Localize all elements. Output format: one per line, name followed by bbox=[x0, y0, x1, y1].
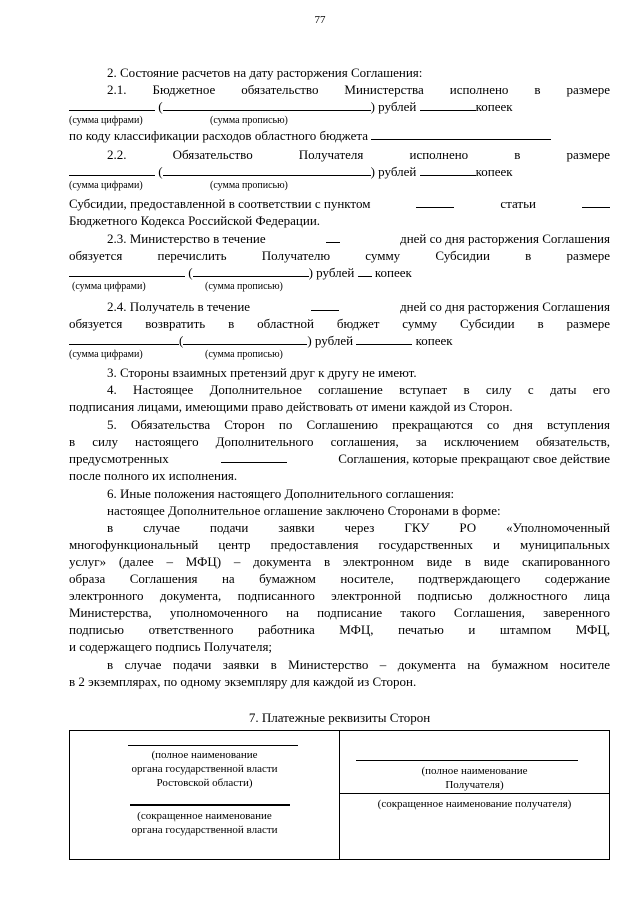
kopeks-blank bbox=[420, 98, 476, 111]
section-5-line1: 5. Обязательства Сторон по Соглашению прекращаются со дня вступления bbox=[107, 417, 610, 432]
section-6-line6: образа Соглашения на бумажном носителе, подтверждающего содержание bbox=[69, 571, 610, 586]
caption-sum-digits: (сумма цифрами) bbox=[72, 281, 146, 292]
section-6-line7: электронного документа, подписанного электронной подписью должностного лица bbox=[69, 588, 610, 603]
section-3: 3. Стороны взаимных претензий друг к другу не имеют. bbox=[107, 365, 417, 380]
grantor-full-caption-2: органа государственной власти bbox=[131, 763, 278, 775]
sum-digits-blank bbox=[69, 332, 179, 345]
section-4-line2: подписания лицами, имеющими право действовать от имени каждой из Сторон. bbox=[69, 399, 513, 414]
caption-sum-words: (сумма прописью) bbox=[210, 180, 288, 191]
kopeks-blank bbox=[420, 163, 476, 176]
kopeks-blank bbox=[356, 332, 412, 345]
recipient-cell bbox=[340, 731, 610, 860]
section-6-line11: в случае подачи заявки в Министерство – документа на бумажном носителе bbox=[107, 657, 610, 672]
p2-1-line1: 2.1. Бюджетное обязательство Министерства исполнено в размере bbox=[107, 82, 610, 97]
section-6-line1: 6. Иные положения настоящего Дополнительного соглашения: bbox=[107, 486, 455, 501]
sum-words-blank bbox=[183, 332, 307, 345]
p2-4-line1: 2.4. Получатель в течение дней со дня расторжения Соглашения bbox=[107, 299, 610, 314]
p2-4-line2: обязуется возвратить в областной бюджет сумму Субсидии в размере bbox=[69, 316, 610, 331]
grantor-short-caption-2: органа государственной власти bbox=[131, 824, 278, 836]
days-blank bbox=[311, 298, 339, 311]
p2-2-line3: Субсидии, предоставленной в соответствии с пунктом статьи bbox=[69, 195, 610, 212]
sum-words-blank bbox=[163, 98, 371, 111]
payment-details-table bbox=[69, 730, 610, 860]
section-6-line8: Министерства, уполномоченного на подписание такого Соглашения, заверенного bbox=[69, 605, 610, 620]
section-2-title: 2. Состояние расчетов на дату расторжения Соглашения: bbox=[107, 65, 423, 80]
section-6-line12: в 2 экземплярах, по одному экземпляру для каждой из Сторон. bbox=[69, 674, 417, 689]
grantor-short-caption-1: (сокращенное наименование bbox=[137, 810, 272, 822]
sum-words-blank bbox=[163, 163, 371, 176]
short-name-line bbox=[130, 804, 290, 806]
p2-1-line3: по коду классификации расходов областного бюджета bbox=[69, 127, 610, 144]
clause-blank bbox=[416, 195, 454, 208]
p2-2-line1: 2.2. Обязательство Получателя исполнено в размере bbox=[107, 147, 610, 162]
article-blank bbox=[582, 195, 610, 208]
caption-sum-digits: (сумма цифрами) bbox=[69, 349, 143, 360]
caption-sum-digits: (сумма цифрами) bbox=[69, 115, 143, 126]
section-6-line2: настоящее Дополнительное оглашение заключено Сторонами в форме: bbox=[107, 503, 501, 518]
section-6-line9: подписью ответственного работника МФЦ, печатью и штампом МФЦ, bbox=[69, 622, 610, 637]
section-6-line5: услуг» (далее – МФЦ) – документа в электронном виде в виде скапированного bbox=[69, 554, 610, 569]
days-blank bbox=[326, 230, 340, 243]
caption-sum-words: (сумма прописью) bbox=[205, 349, 283, 360]
section-5-line3: предусмотренных Соглашения, которые прекращают свое действие bbox=[69, 451, 610, 466]
full-name-line bbox=[356, 760, 578, 761]
sum-digits-blank bbox=[69, 264, 185, 277]
caption-sum-digits: (сумма цифрами) bbox=[69, 180, 143, 191]
kopeks-blank bbox=[358, 264, 372, 277]
sum-digits-blank bbox=[69, 163, 155, 176]
p2-3-line2: обязуется перечислить Получателю сумму Субсидии в размере bbox=[69, 248, 610, 263]
p2-2-line2: ( ) рублей копеек bbox=[69, 163, 610, 180]
section-6-line3: в случае подачи заявки через ГКУ РО «Уполномоченный bbox=[107, 520, 610, 535]
recipient-short-caption: (сокращенное наименование получателя) bbox=[377, 798, 572, 810]
section-5-line2: в силу настоящего Дополнительного соглашения, за исключением обязательств, bbox=[69, 434, 610, 449]
grantor-cell bbox=[70, 731, 340, 860]
clause-blank bbox=[221, 450, 287, 463]
section-6-line4: многофункциональный центр предоставления государственных и муниципальных bbox=[69, 537, 610, 552]
grantor-full-caption-3: Ростовской области) bbox=[156, 777, 253, 789]
section-4-line1: 4. Настоящее Дополнительное соглашение вступает в силу с даты его bbox=[107, 382, 610, 397]
section-6-line10: и содержащего подпись Получателя; bbox=[69, 639, 273, 654]
p2-3-line3: ( ) рублей копеек bbox=[69, 264, 610, 281]
caption-sum-words: (сумма прописью) bbox=[205, 281, 283, 292]
recipient-full-caption-1: (полное наименование bbox=[421, 765, 528, 777]
full-name-line bbox=[128, 745, 298, 746]
page-number: 77 bbox=[314, 14, 326, 26]
p2-3-line1: 2.3. Министерство в течение дней со дня расторжения Соглашения bbox=[107, 231, 610, 246]
recipient-full-caption-2: Получателя) bbox=[445, 779, 504, 791]
caption-sum-words: (сумма прописью) bbox=[210, 115, 288, 126]
grantor-full-caption-1: (полное наименование bbox=[151, 749, 258, 761]
budget-code-blank bbox=[371, 127, 551, 140]
sum-words-blank bbox=[193, 264, 309, 277]
section-7-title: 7. Платежные реквизиты Сторон bbox=[248, 710, 431, 725]
p2-2-line4: Бюджетного Кодекса Российской Федерации. bbox=[69, 213, 321, 228]
p2-1-line2: ( ) рублей копеек bbox=[69, 98, 610, 115]
short-name-line bbox=[340, 793, 610, 794]
section-5-line4: после полного их исполнения. bbox=[69, 468, 238, 483]
sum-digits-blank bbox=[69, 98, 155, 111]
p2-4-line3: ( ) рублей копеек bbox=[69, 332, 610, 349]
